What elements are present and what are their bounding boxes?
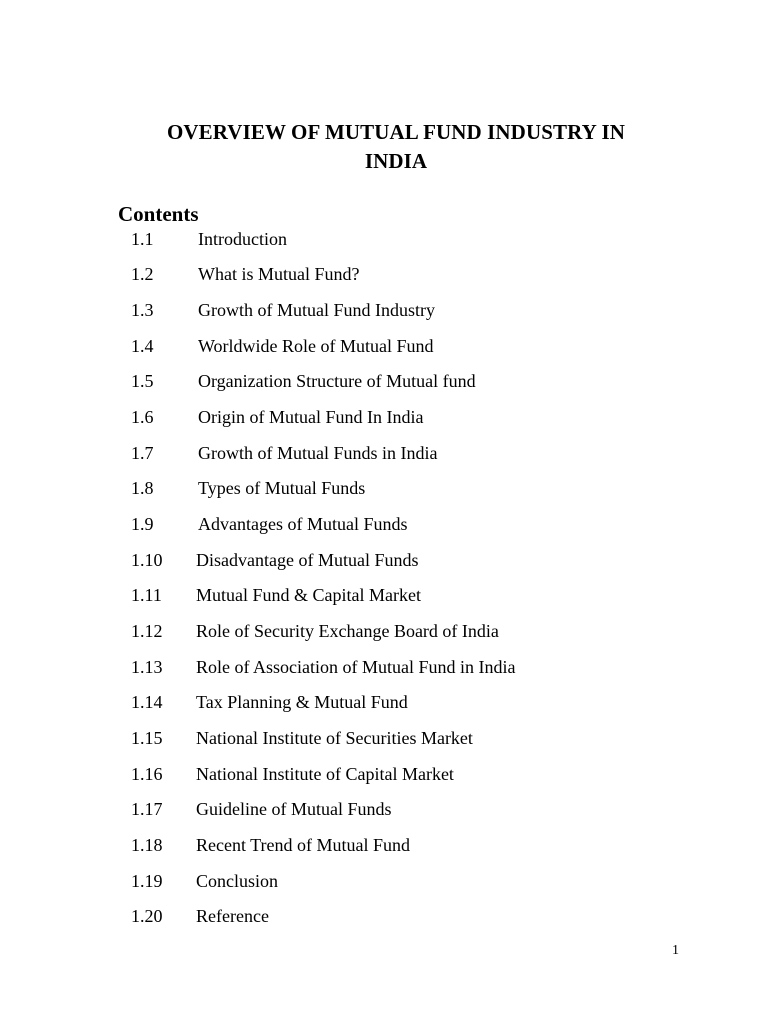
toc-title: Origin of Mutual Fund In India	[198, 407, 424, 427]
toc-number: 1.6	[131, 407, 154, 427]
toc-number: 1.19	[131, 871, 163, 891]
toc-number: 1.2	[131, 264, 154, 284]
toc-row	[0, 869, 768, 893]
toc-title: Introduction	[198, 229, 287, 249]
toc-title: Tax Planning & Mutual Fund	[196, 692, 408, 712]
toc-number: 1.15	[131, 728, 163, 748]
toc-number: 1.14	[131, 692, 163, 712]
toc-row	[0, 227, 768, 251]
toc-number: 1.9	[131, 514, 154, 534]
toc-number: 1.1	[131, 229, 154, 249]
toc-title: Mutual Fund & Capital Market	[196, 585, 421, 605]
toc-number: 1.8	[131, 478, 154, 498]
toc-row	[0, 904, 768, 928]
toc-number: 1.20	[131, 906, 163, 926]
toc-row	[0, 726, 768, 750]
toc-row	[0, 548, 768, 572]
toc-number: 1.16	[131, 764, 163, 784]
toc-title: Guideline of Mutual Funds	[196, 799, 392, 819]
toc-row	[0, 476, 768, 500]
toc-number: 1.18	[131, 835, 163, 855]
toc-title: Conclusion	[196, 871, 279, 891]
toc-row	[0, 655, 768, 679]
toc-row	[0, 690, 768, 714]
toc-title: Recent Trend of Mutual Fund	[196, 835, 410, 855]
toc-title: Disadvantage of Mutual Funds	[196, 550, 419, 570]
toc-row	[0, 619, 768, 643]
toc-row	[0, 405, 768, 429]
toc-row	[0, 583, 768, 607]
toc-number: 1.4	[131, 336, 154, 356]
contents-heading: Contents	[118, 202, 199, 226]
toc-title: What is Mutual Fund?	[198, 264, 360, 284]
toc-number: 1.17	[131, 799, 163, 819]
toc-number: 1.5	[131, 371, 154, 391]
toc-title: Worldwide Role of Mutual Fund	[198, 336, 434, 356]
toc-row	[0, 833, 768, 857]
toc-number: 1.10	[131, 550, 163, 570]
toc-number: 1.12	[131, 621, 163, 641]
title-line-1: OVERVIEW OF MUTUAL FUND INDUSTRY IN	[166, 120, 626, 144]
toc-row	[0, 797, 768, 821]
toc-title: Types of Mutual Funds	[198, 478, 366, 498]
toc-title: Role of Security Exchange Board of India	[196, 621, 499, 641]
toc-title: Organization Structure of Mutual fund	[198, 371, 476, 391]
toc-number: 1.13	[131, 657, 163, 677]
toc-row	[0, 334, 768, 358]
toc-row	[0, 441, 768, 465]
toc-title: Advantages of Mutual Funds	[198, 514, 408, 534]
toc-row	[0, 298, 768, 322]
toc-number: 1.7	[131, 443, 154, 463]
toc-row	[0, 762, 768, 786]
page-number: 1	[672, 943, 679, 958]
toc-title: Role of Association of Mutual Fund in India	[196, 657, 516, 677]
toc-row	[0, 262, 768, 286]
toc-title: National Institute of Capital Market	[196, 764, 454, 784]
toc-title: Reference	[196, 906, 269, 926]
toc-row	[0, 369, 768, 393]
toc-title: Growth of Mutual Fund Industry	[198, 300, 435, 320]
toc-number: 1.11	[131, 585, 162, 605]
title-line-2: INDIA	[364, 149, 428, 173]
toc-title: Growth of Mutual Funds in India	[198, 443, 438, 463]
toc-row	[0, 512, 768, 536]
toc-title: National Institute of Securities Market	[196, 728, 473, 748]
toc-number: 1.3	[131, 300, 154, 320]
